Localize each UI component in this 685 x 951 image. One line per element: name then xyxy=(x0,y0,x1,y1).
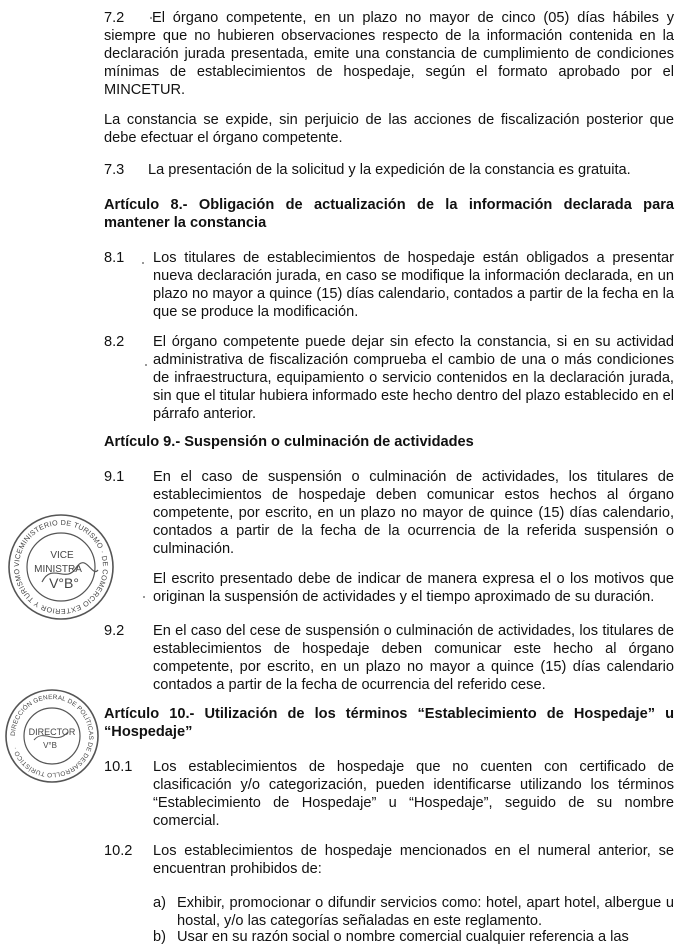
list-item-text: Usar en su razón social o nombre comercial cualquier referencia a las xyxy=(177,929,629,945)
section-8-1-text: Los titulares de establecimientos de hospedaje están obligados a presentar nueva declaración jurada, en caso se modifique la información declarada, en un plazo no mayor a quince (15) días calendario, contados a partir de la fecha en la que se produce la modificación. xyxy=(153,250,674,320)
section-10-2-text: Los establecimientos de hospedaje mencionados en el numeral anterior, se encuentran prohibidos de: xyxy=(153,843,674,877)
scan-mark xyxy=(143,596,145,598)
section-10-1-text: Los establecimientos de hospedaje que no cuenten con certificado de clasificación y/o categorización, pueden identificarse utilizando los términos “Establecimiento de Hospedaje” u “Hospedaje”, seguido de su nombre comercial. xyxy=(153,759,674,829)
seal-text: VICE xyxy=(50,550,74,561)
section-number: 9.1 xyxy=(104,469,125,485)
seal-text: DIRECTOR xyxy=(28,727,76,737)
list-item-text: Exhibir, promocionar o difundir servicios como: hotel, apart hotel, albergue u hostal, y/o las categorías señaladas en este reglamento. xyxy=(177,895,674,929)
scan-mark xyxy=(150,17,152,19)
director-seal xyxy=(4,688,100,784)
seal-text: V°B xyxy=(43,741,57,750)
article-9-heading: Artículo 9.- Suspensión o culminación de actividades xyxy=(104,434,474,450)
paragraph-constancia: La constancia se expide, sin perjuicio de las acciones de fiscalización posterior que debe efectuar el órgano competente. xyxy=(104,112,674,146)
list-item-label: b) xyxy=(153,929,166,945)
section-7-3-text: La presentación de la solicitud y la expedición de la constancia es gratuita. xyxy=(148,162,631,178)
section-8-2-text: El órgano competente puede dejar sin efecto la constancia, si en su actividad administrativa de fiscalización comprueba el cambio de una o más condiciones de infraestructura, equipamiento o servicio contenidos en la declaración jurada, sin que el titular hubiera informado este hecho dentro del plazo establecido en el párrafo anterior. xyxy=(153,334,674,422)
seal-text: MINISTRA xyxy=(34,564,82,575)
article-8-heading: Artículo 8.- Obligación de actualización de la información declarada para mantener la constancia xyxy=(104,197,674,231)
section-number: 10.1 xyxy=(104,759,133,775)
scan-mark xyxy=(145,364,147,366)
section-number: 7.2 xyxy=(104,10,125,26)
article-10-heading: Artículo 10.- Utilización de los términos “Establecimiento de Hospedaje” u “Hospedaje” xyxy=(104,706,674,740)
section-number: 10.2 xyxy=(104,843,133,859)
seal-ring-text: DIRECCIÓN GENERAL DE POLÍTICAS DE DESARROLLO TURÍSTICO · xyxy=(9,693,95,779)
vice-minister-seal xyxy=(6,512,116,622)
section-number: 9.2 xyxy=(104,623,125,639)
section-number: 8.2 xyxy=(104,334,125,350)
seal-text: V°B° xyxy=(49,575,79,591)
section-9-2-text: En el caso del cese de suspensión o culminación de actividades, los titulares de establecimientos de hospedaje deben comunicar este hecho al órgano competente, por escrito, en un plazo no mayor a quince (15) días calendario contados a partir de la fecha de ocurrencia del referido cese. xyxy=(153,623,674,693)
section-9-1-text-2: El escrito presentado debe de indicar de manera expresa el o los motivos que originan la suspensión de actividades y el tiempo aproximado de su duración. xyxy=(153,571,674,605)
scan-mark xyxy=(142,262,144,264)
list-item-label: a) xyxy=(153,895,166,911)
section-9-1-text: En el caso de suspensión o culminación de actividades, los titulares de establecimientos de hospedaje deben comunicar estos hechos al órgano competente, por escrito, en un plazo no mayor de quince (15) días calendario, contados a partir de la fecha de la ocurrencia de la referida suspensión o culminación. xyxy=(153,469,674,557)
section-number: 7.3 xyxy=(104,162,125,178)
section-7-2-text: El órgano competente, en un plazo no mayor de cinco (05) días hábiles y siempre que no hubieren observaciones respecto de la información contenida en la declaración jurada presentada, emite una constancia de cumplimiento de condiciones mínimas de establecimientos de hospedaje, según el formato aprobado por el MINCETUR. xyxy=(104,10,674,98)
seal-ring-text: VICEMINISTERIO DE TURISMO · DE COMERCIO EXTERIOR Y TURISMO xyxy=(11,517,111,617)
section-number: 8.1 xyxy=(104,250,125,266)
